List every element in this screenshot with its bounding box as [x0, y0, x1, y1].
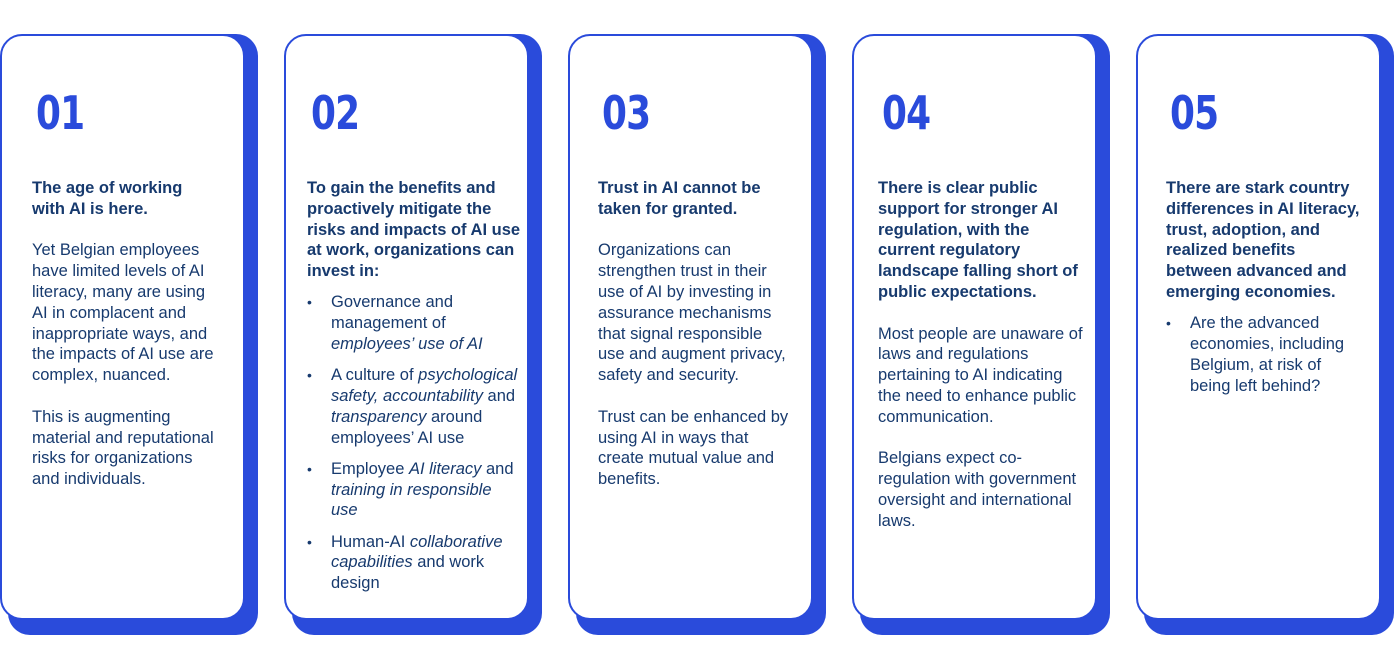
card-body: [568, 34, 813, 620]
card-paragraph: This is augmenting material and reputational risks for organizations and individuals.: [32, 407, 214, 489]
card-03: [568, 34, 826, 635]
bullet-text: psychological safety, accountability: [331, 366, 518, 405]
card-number: 02: [311, 86, 360, 140]
bullet-text: transparency: [331, 407, 427, 426]
card-body: [852, 34, 1097, 620]
card-title: There are stark country differences in AI literacy, trust, adoption, and realized benefits between advanced and emerging economies.: [1166, 179, 1360, 301]
bullet-item: [307, 532, 521, 594]
bullet-icon: •: [307, 367, 312, 384]
card-number: 04: [882, 86, 931, 140]
bullet-icon: •: [307, 294, 312, 311]
bullet-text: and work design: [331, 553, 485, 593]
card-content: [32, 88, 219, 490]
card-number: 05: [1170, 86, 1219, 140]
card-paragraph: Yet Belgian employees have limited levels of AI literacy, many are using AI in complacent and inappropriate ways, and the impacts of AI use are complex, nuanced.: [32, 241, 214, 385]
card-content: [1166, 88, 1365, 396]
bullet-text: Employee: [331, 459, 409, 478]
card-paragraph: Belgians expect co-regulation with government oversight and international laws.: [878, 449, 1077, 530]
bullet-text: Governance and management of: [331, 293, 454, 333]
card-title: To gain the benefits and proactively mitigate the risks and impacts of AI use at work, organizations can invest in:: [307, 179, 521, 281]
card-01: [0, 34, 258, 635]
bullet-text: A culture of: [331, 366, 419, 385]
bullet-item: [1166, 313, 1365, 396]
card-paragraph: Organizations can strengthen trust in their use of AI by investing in assurance mechanisms that signal responsible use and augment privacy, safety and security.: [598, 241, 786, 385]
bullet-item: [307, 292, 521, 354]
card-body: [284, 34, 529, 620]
bullet-text: training in responsible use: [331, 480, 492, 520]
bullet-text: around employees’ AI use: [331, 407, 483, 447]
card-body: [0, 34, 245, 620]
bullet-text: AI literacy: [408, 459, 482, 478]
card-bullet-list: [307, 292, 521, 594]
card-content: [878, 88, 1087, 532]
card-paragraph: Trust can be enhanced by using AI in ways that create mutual value and benefits.: [598, 407, 789, 489]
card-title: The age of working with AI is here.: [32, 179, 183, 218]
bullet-text: Human-AI: [331, 532, 410, 551]
card-content: [307, 88, 521, 594]
card-number: 01: [36, 86, 85, 140]
bullet-icon: •: [307, 533, 312, 550]
card-bullet-list: [1166, 313, 1365, 396]
card-title: Trust in AI cannot be taken for granted.: [598, 179, 761, 218]
card-number: 03: [602, 86, 651, 140]
bullet-icon: •: [1166, 315, 1171, 332]
bullet-item: [307, 365, 521, 448]
card-04: [852, 34, 1110, 635]
card-02: [284, 34, 542, 635]
card-body: [1136, 34, 1381, 620]
card-05: [1136, 34, 1394, 635]
bullet-item: [307, 459, 521, 521]
bullet-text: employees’ use of AI: [331, 334, 483, 353]
bullet-text: Are the advanced economies, including Belgium, at risk of being left behind?: [1190, 314, 1345, 395]
bullet-icon: •: [307, 460, 312, 477]
bullet-text: and: [481, 459, 514, 478]
card-title: There is clear public support for stronger AI regulation, with the current regulatory landscape falling short of public expectations.: [878, 179, 1078, 301]
bullet-text: collaborative capabilities: [331, 532, 503, 572]
card-content: [598, 88, 789, 490]
bullet-text: and: [482, 386, 516, 405]
card-paragraph: Most people are unaware of laws and regulations pertaining to AI indicating the need to enhance public communication.: [878, 324, 1083, 426]
